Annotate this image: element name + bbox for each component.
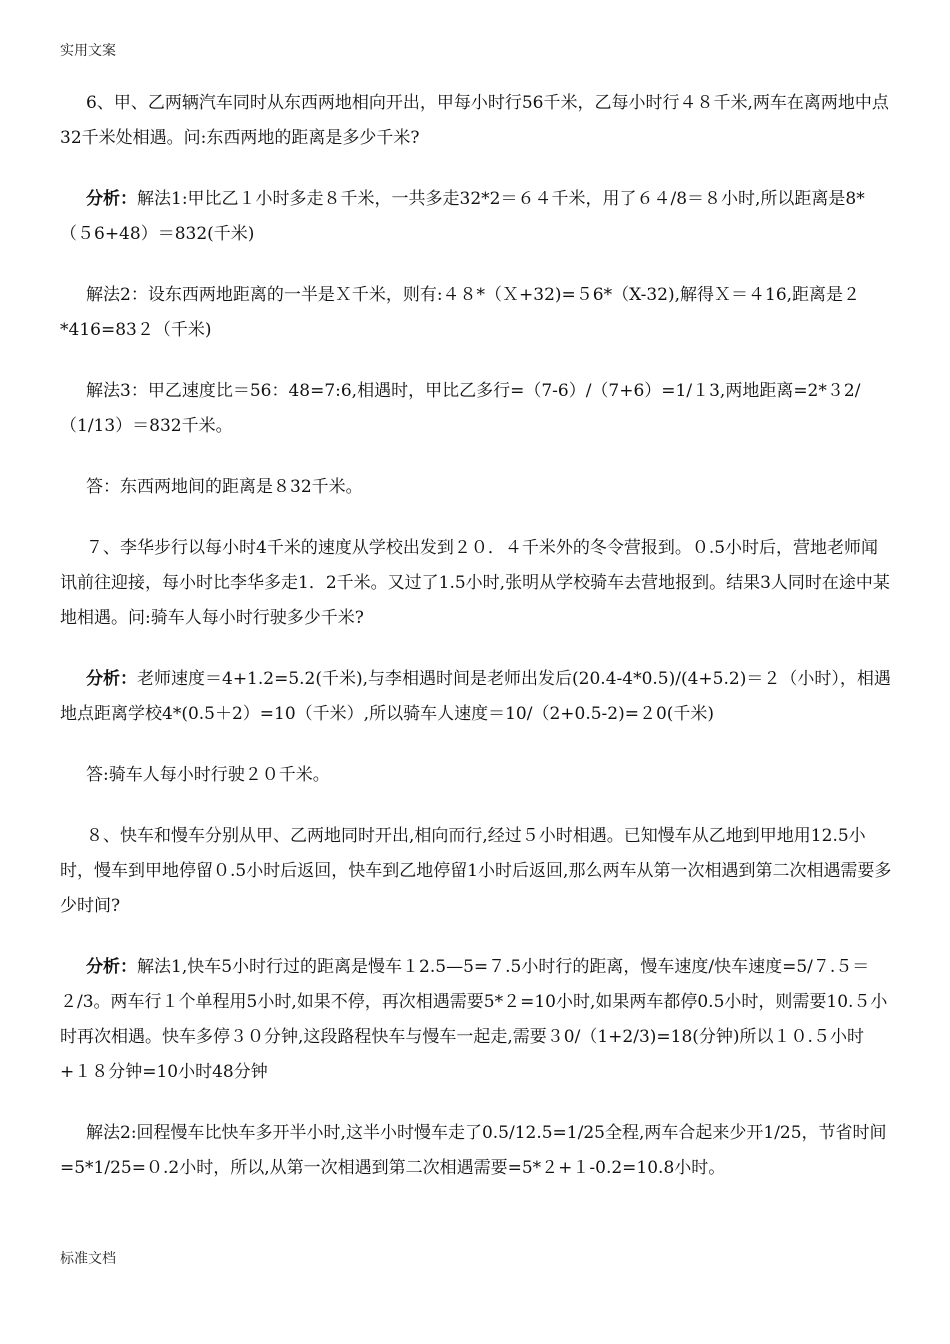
page-header: 实用文案: [60, 43, 116, 59]
analysis-8-method-1: 分析：解法1,快车5小时行过的距离是慢车１2.5—5=７.5小时行的距离，慢车速度/快车速度=5/７.５＝２/3。两车行１个单程用5小时,如果不停，再次相遇需要5*２=10小时,如果两车都停0.5小时，则需要10.５小时再次相遇。快车多停３０分钟,这段路程快车与慢车一起走,需要３0/（1+2/3)=18(分钟)所以１０.５小时+１８分钟=10小时48分钟: [60, 957, 888, 1082]
answer-7: 答:骑车人每小时行驶２０千米。: [86, 765, 330, 785]
analysis-label: 分析：: [86, 189, 137, 209]
analysis-7: 分析：老师速度＝4+1.2=5.2(千米),与李相遇时间是老师出发后(20.4-4*0.5)/(4+5.2)＝２（小时），相遇地点距离学校4*(0.5＋2）=10（千米）,所以骑车人速度＝10/（2+0.5-2)=２0(千米): [60, 669, 891, 724]
analysis-6-method-2: 解法2：设东西两地距离的一半是Ｘ千米，则有:４８*（Ｘ+32)=５6*（X-32),解得Ｘ＝４16,距离是２*416=83２（千米): [60, 285, 861, 340]
analysis-8-method-2: 解法2:回程慢车比快车多开半小时,这半小时慢车走了0.5/12.5=1/25全程,两车合起来少开1/25，节省时间=5*1/25=０.2小时，所以,从第一次相遇到第二次相遇需要=5*２+１-0.2=10.8小时。: [60, 1123, 887, 1178]
analysis-6-method-1: 分析：解法1:甲比乙１小时多走８千米，一共多走32*2＝６４千米，用了６４/8＝８小时,所以距离是8*（５6+48）＝832(千米): [60, 189, 865, 244]
analysis-label: 分析：: [86, 957, 137, 977]
analysis-6-method-3: 解法3：甲乙速度比＝56：48=7:6,相遇时，甲比乙多行=（7-6）/（7+6）=1/１3,两地距离=2*３2/（1/13）＝832千米。: [60, 381, 861, 436]
answer-6: 答：东西两地间的距离是８32千米。: [86, 477, 363, 497]
analysis-label: 分析：: [86, 669, 137, 689]
document-body: [60, 86, 892, 1212]
page-footer: 标准文档: [60, 1251, 116, 1267]
question-8: ８、快车和慢车分别从甲、乙两地同时开出,相向而行,经过５小时相遇。已知慢车从乙地到甲地用12.5小时，慢车到甲地停留０.5小时后返回，快车到乙地停留1小时后返回,那么两车从第一次相遇到第二次相遇需要多少时间?: [60, 826, 892, 916]
question-6: 6、甲、乙两辆汽车同时从东西两地相向开出，甲每小时行56千米，乙每小时行４８千米,两车在离两地中点32千米处相遇。问:东西两地的距离是多少千米?: [60, 93, 889, 148]
question-7: ７、李华步行以每小时4千米的速度从学校出发到２０．４千米外的冬令营报到。０.5小时后，营地老师闻讯前往迎接，每小时比李华多走1．2千米。又过了1.5小时,张明从学校骑车去营地报到。结果3人同时在途中某地相遇。问:骑车人每小时行驶多少千米?: [60, 538, 890, 628]
